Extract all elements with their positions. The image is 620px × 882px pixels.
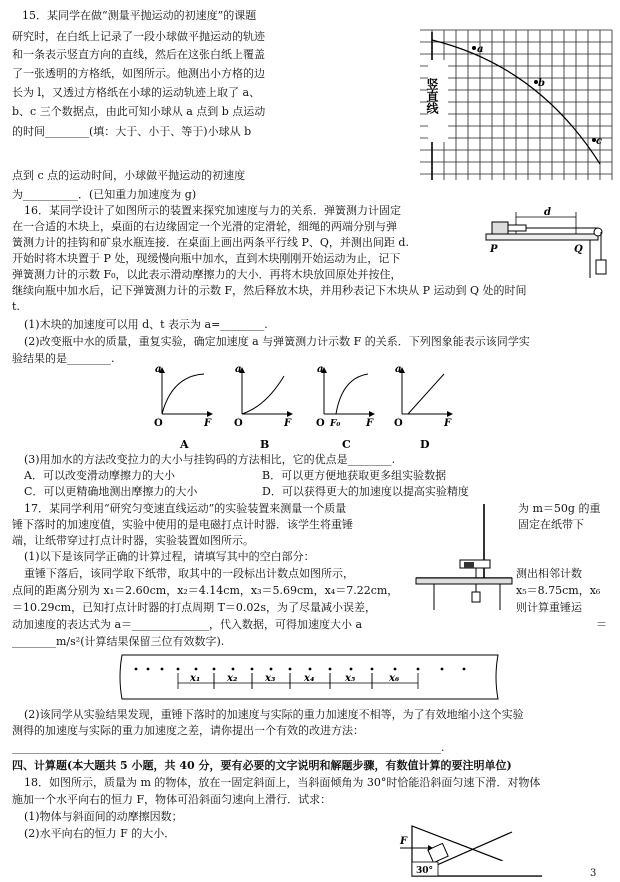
q16-option-b: B．可以更方便地获取更多组实验数据 — [262, 469, 447, 482]
svg-text:O: O — [154, 418, 163, 429]
q16-part-2b: 验结果的是________. — [12, 352, 115, 365]
q16-option-a: A．可以改变滑动摩擦力的大小 — [24, 469, 175, 482]
q17-line-8: 动加速度的表达式为 a＝______________，代入数据，可得加速度大小 a — [12, 618, 363, 631]
tape-segment-label: x₁ — [190, 673, 201, 684]
tape-dot — [177, 668, 180, 671]
q17-line-2-right: 固定在纸带下 — [518, 518, 584, 531]
q16-line-7: t. — [12, 300, 20, 313]
q15-line-1: 15．某同学在做“测量平抛运动的初速度”的课题 — [22, 9, 257, 22]
tape-dot — [251, 668, 254, 671]
svg-text:a: a — [317, 364, 324, 375]
line-p-label: P — [490, 244, 498, 255]
tape-segment-label: x₄ — [304, 673, 315, 684]
tape-dot — [394, 668, 397, 671]
vertical-line-label-1: 竖直线 — [425, 78, 439, 114]
point-c-label: c — [596, 136, 603, 147]
tape-dot — [289, 668, 292, 671]
tape-dot — [232, 668, 235, 671]
q17-line-8-right: ＝ — [596, 618, 607, 631]
q16-line-5: 弹簧测力计的示数 F₀，以此表示滑动摩擦力的大小．再将木块放回原处并按住， — [12, 268, 402, 281]
q17-line-4: (1)以下是该同学正确的计算过程，请填写其中的空白部分： — [24, 550, 315, 563]
q17-line-6-right: x₅＝8.75cm，x₆ — [516, 584, 601, 597]
trajectory-grid-figure — [418, 26, 614, 186]
svg-text:F: F — [204, 418, 212, 429]
svg-text:F: F — [444, 418, 452, 429]
tape-dot — [161, 668, 164, 671]
incline-figure — [392, 824, 552, 880]
q18-line-3: (1)物体与斜面间的动摩擦因数； — [24, 810, 183, 823]
q17-part-2b: 测得的加速度与实际的重力加速度之差，请你提出一个有效的改进方法： — [12, 724, 364, 737]
point-b-label: b — [538, 78, 545, 89]
graph-a-letter: A — [180, 438, 189, 451]
a-f-graphs — [150, 362, 450, 454]
tape-dot — [270, 668, 273, 671]
graph-b — [234, 364, 292, 451]
line-q-label: Q — [574, 244, 583, 255]
tape-segment-label: x₆ — [389, 673, 400, 684]
q17-part-2a: (2)该同学从实验结果发现，重锤下落时的加速度与实际的重力加速度不相等，为了有效地缩小这个实验 — [24, 708, 524, 721]
svg-text:O: O — [394, 418, 403, 429]
q17-line-7-right: 则计算重锤运 — [516, 601, 582, 614]
q17-line-9: ________m/s²(计算结果保留三位有效数字). — [12, 635, 225, 648]
angle-label: 30° — [416, 866, 434, 876]
timer-apparatus-figure — [414, 500, 514, 612]
q18-line-2: 施加一个水平向右的恒力 F，物体可沿斜面匀速向上滑行．试求： — [12, 793, 332, 806]
svg-text:a: a — [235, 364, 242, 375]
graph-b-letter: B — [260, 438, 270, 451]
q17-line-7: ＝10.29cm，已知打点计时器的打点周期 T＝0.02s，为了尽量减小误差， — [12, 601, 377, 614]
tape-dot — [147, 668, 150, 671]
tape-dot — [441, 668, 444, 671]
q17-line-2: 锤下落时的加速度值，实验中使用的是电磁打点计时器．该学生将重锤 — [12, 518, 353, 531]
point-a-label: a — [477, 44, 484, 55]
q18-line-1: 18．如图所示，质量为 m 的物体，放在一固定斜面上，当斜面倾角为 30°时恰能沿斜面匀速下滑．对物体 — [24, 776, 541, 789]
tape-segment-label: x₃ — [265, 673, 276, 684]
force-f-label: F — [400, 836, 408, 847]
q18-line-4: (2)水平向右的恒力 F 的大小． — [24, 827, 176, 840]
q17-line-1-right: 为 m＝50g 的重 — [518, 502, 601, 515]
svg-text:O: O — [316, 418, 325, 429]
svg-text:F₀: F₀ — [330, 419, 341, 429]
tape-dot — [135, 668, 138, 671]
tape-dot — [195, 668, 198, 671]
q16-part-3: (3)用加水的方法改变拉力的大小与挂钩码的方法相比，它的优点是________. — [24, 453, 396, 466]
spring-apparatus-figure — [486, 200, 610, 280]
q17-answer-line: ______________________________________________________________________________. — [12, 741, 445, 754]
distance-d-label: d — [544, 207, 551, 218]
svg-text:a: a — [155, 364, 162, 375]
q17-line-6: 点间的距离分别为 x₁＝2.60cm，x₂＝4.14cm，x₃＝5.69cm，x₄＝7.22cm， — [12, 584, 399, 597]
svg-text:a: a — [395, 364, 402, 375]
q17-line-1: 17．某同学利用“研究匀变速直线运动”的实验装置来测量一个质量 — [24, 502, 347, 515]
q15-line-2: 研究时，在白纸上记录了一段小球做平抛运动的轨迹 — [12, 30, 265, 43]
q16-part-1: (1)木块的加速度可以用 d、t 表示为 a=________. — [24, 318, 268, 331]
graph-d — [394, 364, 452, 451]
q16-option-c: C．可以更精确地测出摩擦力的大小 — [24, 485, 198, 498]
q16-line-4: 开始时将木块置于 P 处，现缓慢向瓶中加水，直到木块刚刚开始运动为止，记下 — [12, 252, 401, 265]
tape-dot — [371, 668, 374, 671]
tape-dot — [463, 668, 466, 671]
graph-a — [154, 364, 212, 451]
q16-line-1: 16．某同学设计了如图所示的装置来探究加速度与力的关系．弹簧测力计固定 — [24, 204, 401, 217]
graph-d-letter: D — [420, 438, 430, 451]
q15-line-6: b、c 三个数据点，由此可知小球从 a 点到 b 点运动 — [12, 105, 266, 118]
q15-line-9: 为__________．(已知重力加速度为 g) — [12, 188, 197, 201]
graph-c-letter: C — [342, 438, 351, 451]
svg-text:F: F — [284, 418, 292, 429]
q15-line-8: 点到 c 点的运动时间，小球做平抛运动的初速度 — [12, 169, 246, 182]
tape-dot — [417, 668, 420, 671]
page-number: 3 — [590, 868, 597, 879]
tape-segment-label: x₂ — [227, 673, 238, 684]
tape-dot — [350, 668, 353, 671]
q16-line-2: 在一合适的木块上，桌面的右边缘固定一个光滑的定滑轮，细绳的两端分别与弹 — [12, 220, 397, 233]
tape-dot — [213, 668, 216, 671]
paper-tape-figure — [118, 651, 502, 703]
tape-dot — [309, 668, 312, 671]
svg-text:F: F — [366, 418, 374, 429]
section-4-heading: 四、计算题(本大题共 5 小题，共 40 分，要有必要的文字说明和解题步骤，有数值计算的要注明单位) — [12, 759, 512, 772]
q15-line-4: 了一张透明的方格纸，如图所示。他测出小方格的边 — [12, 67, 265, 80]
tape-segment-label: x₅ — [345, 673, 356, 684]
q16-option-d: D．可以获得更大的加速度以提高实验精度 — [262, 485, 469, 498]
tape-dot — [329, 668, 332, 671]
graph-c — [316, 364, 374, 451]
q15-line-7: 的时间________(填：大于、小于、等于)小球从 b — [12, 125, 252, 138]
q16-line-3: 簧测力计的挂钩和矿泉水瓶连接．在桌面上画出两条平行线 P、Q，并测出间距 d. — [12, 236, 409, 249]
q16-part-2a: (2)改变瓶中水的质量，重复实验，确定加速度 a 与弹簧测力计示数 F 的关系．下列图象能表示该同学实 — [24, 335, 530, 348]
q15-line-3: 和一条表示竖直方向的直线，然后在这张白纸上覆盖 — [12, 48, 265, 61]
q17-line-5: 重锤下落后，该同学取下纸带，取其中的一段标出计数点如图所示， — [24, 567, 354, 580]
q16-line-6: 继续向瓶中加水后，记下弹簧测力计的示数 F，然后释放木块，并用秒表记下木块从 P 运动到 Q 处的时间 — [12, 284, 527, 297]
q15-line-5: 长为 l，又透过方格纸在小球的运动轨迹上取了 a、 — [12, 86, 261, 99]
q17-line-5-right: 测出相邻计数 — [516, 567, 582, 580]
svg-text:O: O — [234, 418, 243, 429]
q17-line-3: 端，让纸带穿过打点计时器，实验装置如图所示。 — [12, 534, 254, 547]
